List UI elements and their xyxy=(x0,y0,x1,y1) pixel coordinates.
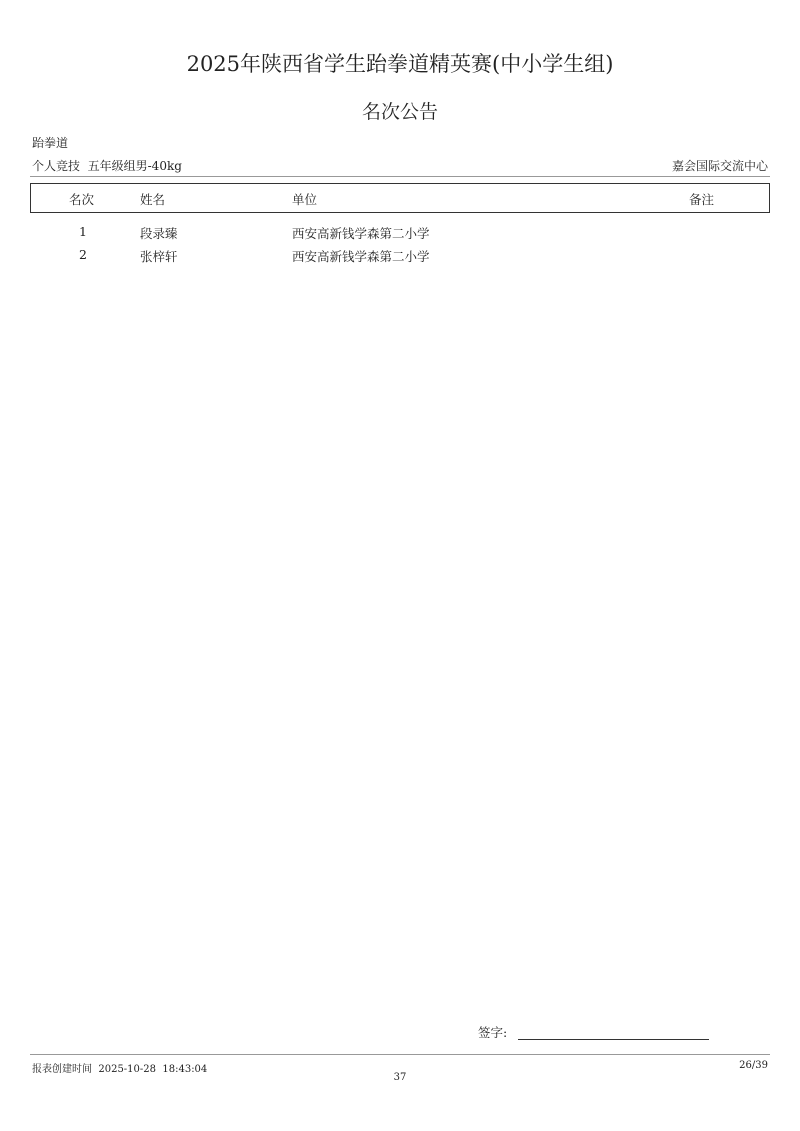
document-subtitle: 名次公告 xyxy=(361,101,438,123)
unit-cell: 西安高新钱学森第二小学 xyxy=(292,226,430,241)
name-cell: 张梓轩 xyxy=(140,249,178,264)
venue-label: 嘉会国际交流中心 xyxy=(671,159,768,173)
column-header-name: 姓名 xyxy=(140,192,166,207)
column-header-rank: 名次 xyxy=(69,192,95,207)
rank-cell: 2 xyxy=(79,247,87,262)
footer-divider xyxy=(30,1054,770,1055)
document-title: 2025年陕西省学生跆拳道精英赛(中小学生组) xyxy=(186,52,614,76)
rank-cell: 1 xyxy=(79,224,87,239)
column-header-note: 备注 xyxy=(689,192,715,207)
sport-label: 跆拳道 xyxy=(32,136,69,150)
column-header-unit: 单位 xyxy=(292,192,318,207)
created-timestamp: 报表创建时间 2025-10-28 18:43:04 xyxy=(32,1064,208,1075)
name-cell: 段录臻 xyxy=(140,226,178,241)
unit-cell: 西安高新钱学森第二小学 xyxy=(292,249,430,264)
signature-line xyxy=(518,1039,709,1040)
event-label: 个人竞技 五年级组男-40kg xyxy=(32,159,182,173)
table-header xyxy=(30,183,770,213)
table-row xyxy=(30,224,770,244)
table-row xyxy=(30,247,770,267)
signature-label: 签字: xyxy=(478,1025,508,1040)
page-number: 37 xyxy=(393,1072,407,1083)
header-divider xyxy=(30,176,770,177)
page-info: 26/39 xyxy=(739,1060,768,1071)
